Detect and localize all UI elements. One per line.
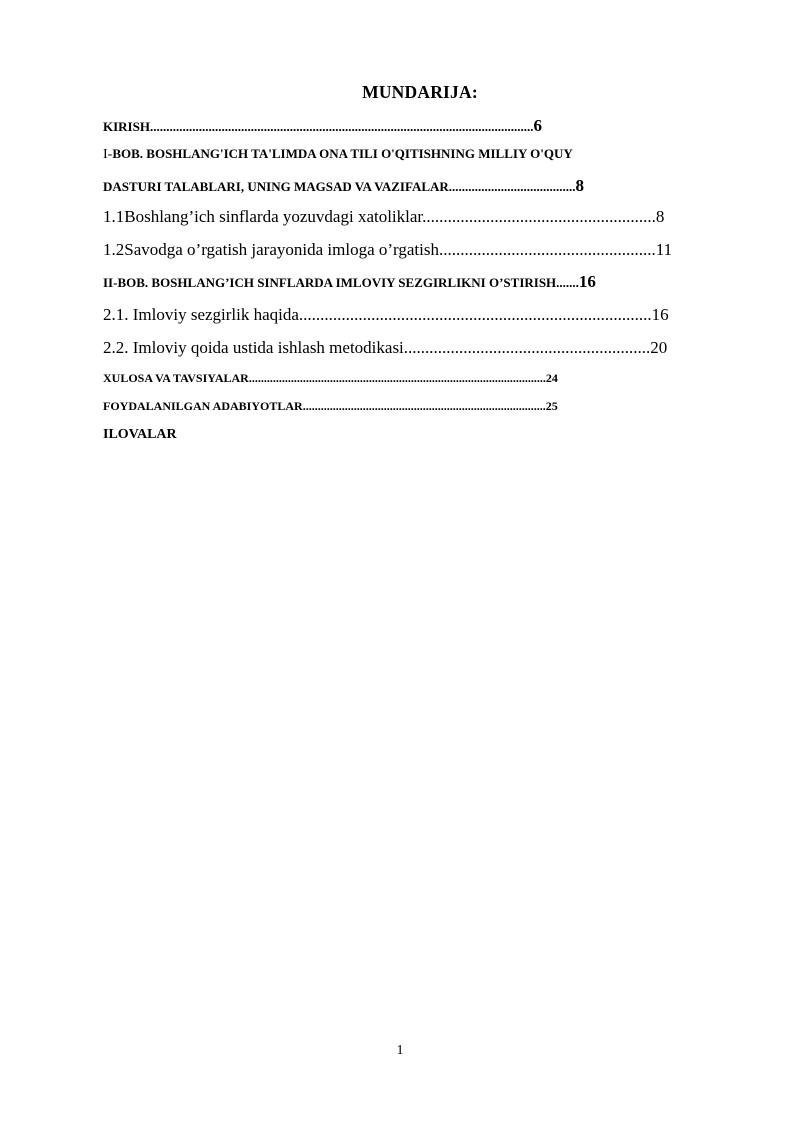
toc-entry-chapter1-line1 (103, 146, 703, 163)
toc-entry-xulosa (103, 371, 723, 386)
toc-entry-kirish (103, 116, 725, 136)
toc-entry-text: DASTURI TALABLARI, UNING MAGSAD VA VAZIFALAR....................................... (103, 179, 576, 194)
toc-entry-text: 1.2Savodga o’rgatish jarayonida imloga o’rgatish...................................................11 (103, 240, 673, 259)
toc-entry-text: 2.2. Imloviy qoida ustida ishlash metodikasi..........................................................20 (103, 338, 668, 357)
toc-entry-text: XULOSA VA TAVSIYALAR...................................................................................................24 (103, 371, 558, 385)
toc-entry-page: 6 (533, 116, 542, 135)
toc-entry-ilovalar (103, 427, 303, 443)
toc-entry-chapter1-line2 (103, 176, 729, 196)
toc-entry-text: BOB. BOSHLANG'ICH TA'LIMDA ONA TILI O'QITISHNING MILLIY O'QUY (112, 146, 573, 161)
toc-entry-2-1 (103, 305, 731, 325)
toc-title: MUNDARIJA: (362, 82, 478, 102)
toc-entry-text: II-BOB. BOSHLANG’ICH SINFLARDA IMLOVIY SEZGIRLIKNI O’STIRISH....... (103, 275, 579, 290)
toc-entry-text: KIRISH...................................................................................................................... (103, 119, 534, 134)
toc-entry-chapter2 (103, 272, 731, 292)
toc-entry-1-1 (103, 207, 727, 227)
toc-entry-adabiyotlar (103, 399, 723, 414)
toc-entry-page: 16 (578, 272, 596, 291)
toc-entry-text: 1.1Boshlang’ich sinflarda yozuvdagi xatoliklar.......................................................8 (103, 207, 665, 226)
page-number: 1 (396, 1043, 404, 1058)
toc-entry-text: ILOVALAR (103, 427, 177, 442)
toc-entry-prefix: I- (103, 147, 113, 162)
toc-entry-1-2 (103, 240, 737, 260)
toc-entry-text: FOYDALANILGAN ADABIYOTLAR.................................................................................25 (103, 399, 558, 413)
toc-entry-2-2 (103, 338, 729, 358)
toc-entry-text: 2.1. Imloviy sezgirlik haqida...................................................................................16 (103, 305, 669, 324)
toc-entry-page: 8 (575, 176, 585, 195)
